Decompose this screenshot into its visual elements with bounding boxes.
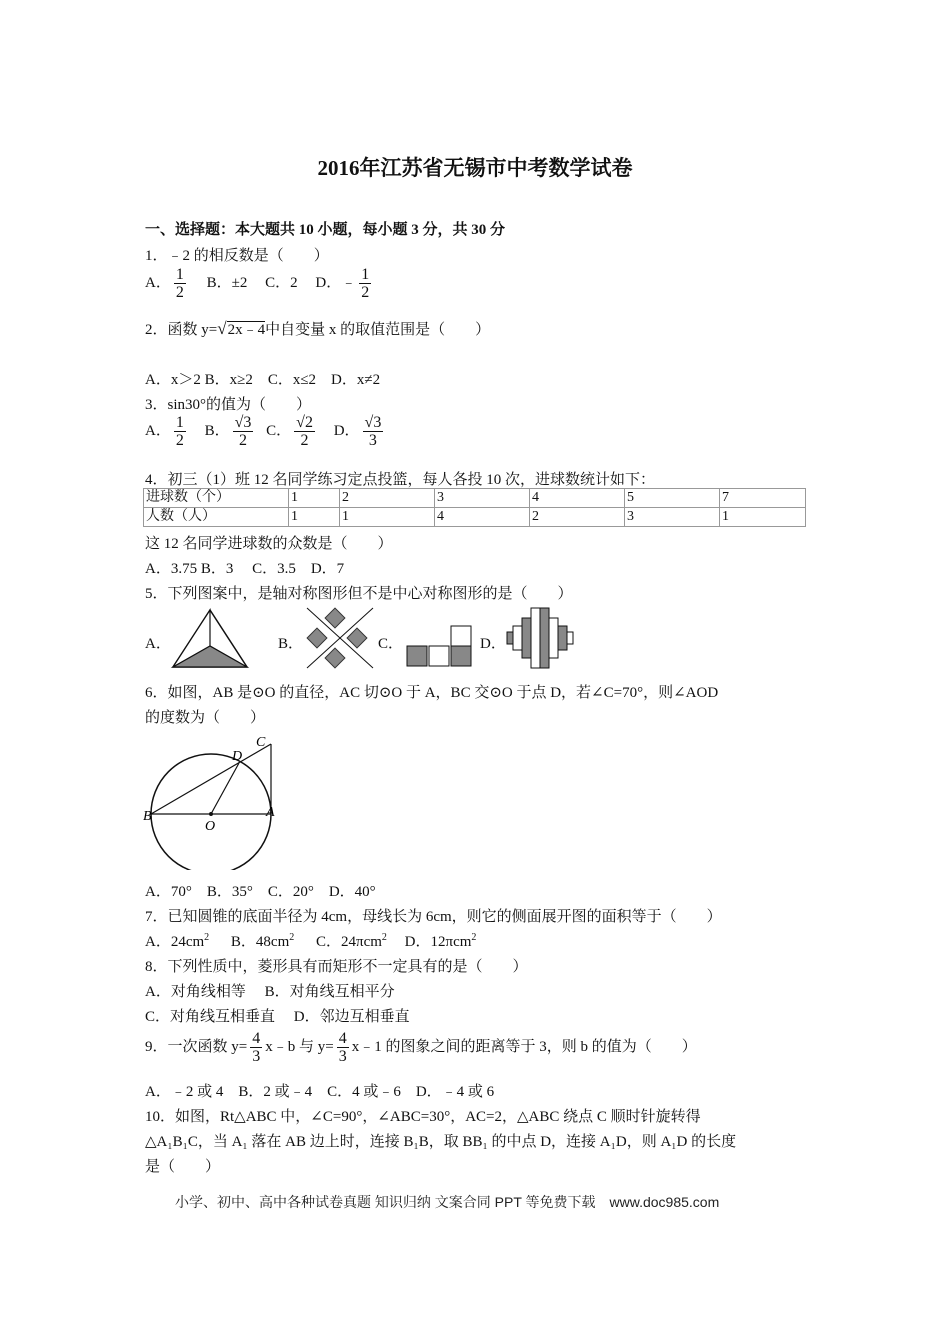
q6-stem-line1: 6．如图，AB 是⊙O 的直径，AC 切⊙O 于 A，BC 交⊙O 于点 D，若∠C=70°，则∠AOD <box>145 685 719 701</box>
q6-circle-figure <box>143 730 278 870</box>
q2-stem: 2．函数 y=√2x﹣4中自变量 x 的取值范围是（ ） <box>145 319 491 338</box>
q1-option-a: A． <box>145 274 171 291</box>
table-row: 进球数（个） 1 2 3 4 5 7 <box>144 489 806 508</box>
q6-options: A．70° B．35° C．20° D．40° <box>145 884 376 900</box>
q2-options: A．x＞2 B．x≥2 C．x≤2 D．x≠2 <box>145 372 381 388</box>
q5-label-a: A． <box>145 636 171 652</box>
q5-figure-b <box>305 606 375 670</box>
q4-options: A．3.75 B．3 C．3.5 D．7 <box>145 561 345 577</box>
q8-options-line1: A．对角线相等 B．对角线互相平分 <box>145 984 395 1000</box>
q7-options: A．$24cm^2$ B．$48cm^2$ C．24πcm$^2$ D．12πcm$^2$ <box>145 932 477 950</box>
q8-stem: 8．下列性质中，菱形具有而矩形不一定具有的是（ ） <box>145 959 528 975</box>
fraction: $\frac{1}{2}$ <box>175 266 184 301</box>
q4-followup: 这 12 名同学进球数的众数是（ ） <box>145 536 393 552</box>
label-a: A <box>266 805 275 820</box>
q10-line3: 是（ ） <box>145 1159 221 1175</box>
q1-option-c: C．2 <box>265 274 298 291</box>
fraction: $\frac{4}{3}$ <box>252 1030 261 1065</box>
table-row: 人数（人） 1 1 4 2 3 1 <box>144 508 806 527</box>
page-title: 2016年江苏省无锡市中考数学试卷 <box>317 156 633 180</box>
section-heading: 一、选择题：本大题共 10 小题，每小题 3 分，共 30 分 <box>145 222 506 238</box>
q5-figure-a <box>170 608 250 670</box>
fraction: $\frac{1}{2}$ <box>361 266 370 301</box>
fraction: $\frac{4}{3}$ <box>338 1030 347 1065</box>
fraction: $\frac{√3}{2}$ <box>234 414 252 449</box>
q3-stem: 3．sin30°的值为（ ） <box>145 397 312 413</box>
q4-stem: 4．初三（1）班 12 名同学练习定点投篮，每人各投 10 次，进球数统计如下： <box>145 472 656 488</box>
q10-line1: 10．如图，Rt△ABC 中，∠C=90°，∠ABC=30°，AC=2，△ABC 绕点 C 顺时针旋转得 <box>145 1109 701 1125</box>
q5-label-b: B． <box>278 636 304 652</box>
q1-stem: 1．﹣2 的相反数是（ ） <box>145 248 329 264</box>
q5-figure-d <box>505 606 575 670</box>
q9-stem: 9．一次函数 y= $\frac{4}{3}$ x﹣b 与 y= $\frac{4}{3}$ x﹣1 的图象之间的距离等于 3，则 b 的值为（ ） <box>145 1030 697 1065</box>
label-o: O <box>205 819 216 834</box>
q1-options <box>145 266 374 301</box>
q1-option-b: B．±2 <box>206 274 248 291</box>
fraction: $\frac{√3}{3}$ <box>364 414 382 449</box>
q5-figure-c <box>405 624 473 670</box>
q3-options: A． $\frac{1}{2}$ B． $\frac{√3}{2}$ C． $\frac{√2}{2}$ D． $\frac{√3}{3}$ <box>145 414 382 449</box>
q5-label-d: D． <box>480 636 506 652</box>
label-c: C <box>256 735 266 750</box>
q6-stem-line2: 的度数为（ ） <box>145 710 266 726</box>
label-b: B <box>143 809 152 824</box>
q7-stem: 7．已知圆锥的底面半径为 4cm，母线长为 6cm，则它的侧面展开图的面积等于（ ） <box>145 909 722 925</box>
stats-table <box>143 488 806 527</box>
footer-text: 小学、初中、高中各种试卷真题 知识归纳 文案合同 PPT 等免费下载 www.doc985.com <box>175 1194 720 1210</box>
fraction: $\frac{√2}{2}$ <box>296 414 313 449</box>
q2-radicand: 2x﹣4 <box>227 322 266 338</box>
q10-line2: △A₁B₁C，当 A₁ 落在 AB 边上时，连接 B₁B，取 BB₁ 的中点 D，连接 A₁D，则 A₁D 的长度 <box>145 1134 737 1150</box>
q1-option-d: D．﹣ <box>315 274 357 291</box>
q5-label-c: C． <box>378 636 404 652</box>
label-d: D <box>232 749 243 764</box>
q8-options-line2: C．对角线互相垂直 D．邻边互相垂直 <box>145 1009 410 1025</box>
fraction: $\frac{1}{2}$ <box>175 414 184 449</box>
q5-stem: 5．下列图案中，是轴对称图形但不是中心对称图形的是（ ） <box>145 586 573 602</box>
q9-options: A．﹣2 或 4 B．2 或﹣4 C．4 或﹣6 D．﹣4 或 6 <box>145 1084 495 1100</box>
